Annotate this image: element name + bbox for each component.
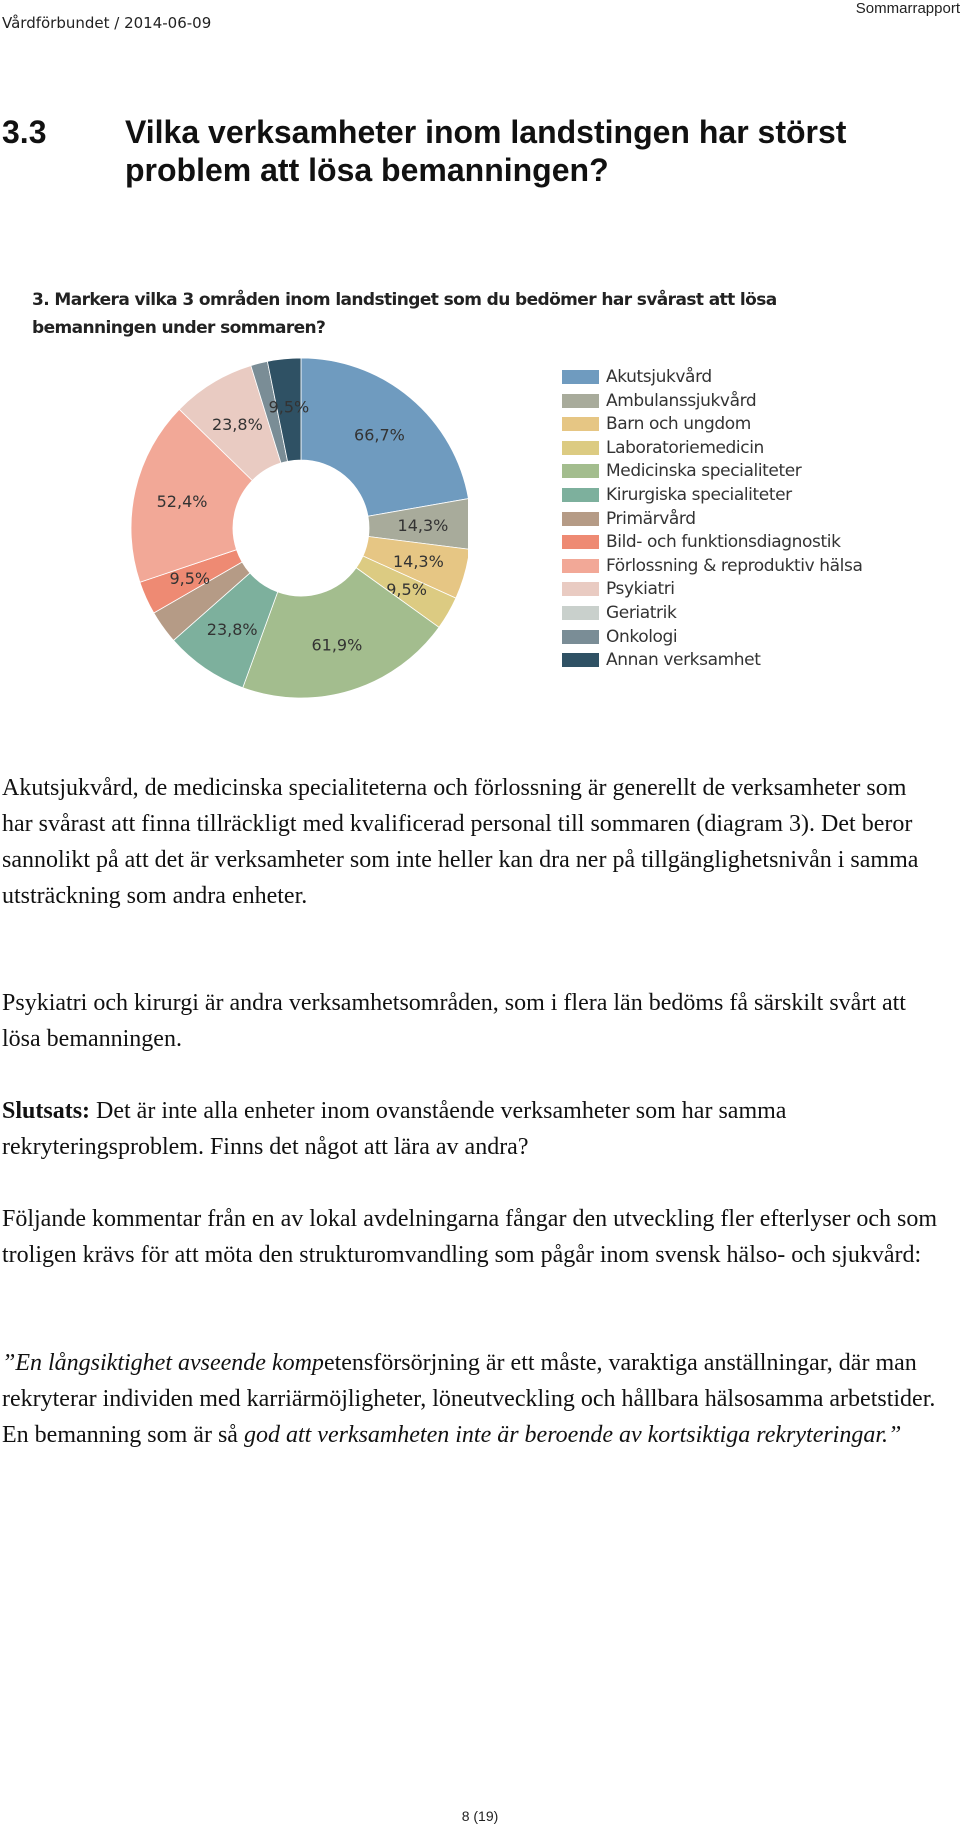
- slice-label-laboratoriemedicin: 9,5%: [386, 580, 427, 600]
- legend-label: Annan verksamhet: [606, 650, 761, 671]
- legend-item-annan-verksamhet: [562, 649, 882, 671]
- slice-label-f-rlossning-reproduktiv-h-lsa: 52,4%: [156, 491, 208, 511]
- legend-label: Bild- och funktionsdiagnostik: [606, 532, 841, 553]
- slice-label-annan-verksamhet: 9,5%: [268, 397, 310, 417]
- legend-swatch: [562, 630, 599, 644]
- legend-item-geriatrik: [562, 602, 882, 624]
- donut-chart-svg: [88, 340, 468, 740]
- slice-label-bild-och-funktionsdiagnostik: 9,5%: [169, 569, 211, 589]
- paragraph-2: Psykiatri och kirurgi är andra verksamhetsområden, som i flera län bedöms få särskilt svårt att lösa bemanningen.: [2, 990, 906, 1052]
- legend-swatch: [562, 394, 599, 408]
- legend-swatch: [562, 606, 599, 620]
- legend-label: Förlossning & reproduktiv hälsa: [606, 555, 863, 576]
- legend-label: Psykiatri: [606, 579, 675, 600]
- paragraph-1: Akutsjukvård, de medicinska specialiteterna och förlossning är generellt de verksamheter som har svårast att finna tillräckligt med kvalificerad personal till sommaren (diagram 3). Det beror sannolikt på att det är verksamheter som inte heller kan dra ner på tillgänglighetsnivån i samma utsträckning som andra enheter.: [2, 775, 919, 909]
- section-number: 3.3: [2, 114, 47, 150]
- quote-paragraph: [2, 1345, 942, 1453]
- slice-label-kirurgiska-specialiteter: 23,8%: [206, 619, 258, 639]
- legend-swatch: [562, 653, 599, 667]
- legend-label: Primärvård: [606, 508, 696, 529]
- slice-label-barn-och-ungdom: 14,3%: [392, 552, 444, 572]
- paragraph-4: Följande kommentar från en av lokal avdelningarna fångar den utveckling fler efterlyser och som troligen krävs för att möta den strukturomvandling som pågår inom svensk hälso- och sjukvård:: [2, 1206, 937, 1268]
- quote-text: etensförsörjning är ett måste, varaktiga anställningar, där man rekryterar individen med karriärmöjligheter, löneutveckling och hållbara hälsosamma arbetstider. En bemanning som är så: [2, 1350, 936, 1448]
- legend-swatch: [562, 559, 599, 573]
- legend-label: Ambulanssjukvård: [606, 390, 757, 411]
- legend-label: Geriatrik: [606, 602, 677, 623]
- legend-item-akutsjukv-rd: [562, 366, 882, 388]
- legend-swatch: [562, 417, 599, 431]
- chart-legend: [562, 366, 882, 673]
- legend-item-bild-och-funktionsdiagnostik: [562, 531, 882, 553]
- quote-italic-start: ”En långsiktighet avseende komp: [2, 1350, 324, 1376]
- slice-label-akutsjukv-rd: 66,7%: [354, 425, 405, 445]
- document-header-right: Sommarrapport: [855, 0, 960, 17]
- legend-item-prim-rv-rd: [562, 508, 882, 530]
- slice-label-medicinska-specialiteter: 61,9%: [311, 635, 363, 655]
- legend-swatch: [562, 370, 599, 384]
- quote-italic-end: god att verksamheten inte är beroende av kortsiktiga rekryteringar.”: [243, 1422, 902, 1448]
- legend-item-kirurgiska-specialiteter: [562, 484, 882, 506]
- legend-swatch: [562, 535, 599, 549]
- paragraph-3: [2, 1093, 942, 1165]
- legend-label: Medicinska specialiteter: [606, 461, 802, 482]
- legend-item-f-rlossning-reproduktiv-h-lsa: [562, 555, 882, 577]
- legend-item-laboratoriemedicin: [562, 437, 882, 459]
- section-title: Vilka verksamheter inom landstingen har störst problem att lösa bemanningen?: [125, 114, 847, 188]
- donut-chart: [28, 280, 878, 710]
- slice-label-ambulanssjukv-rd: 14,3%: [397, 516, 449, 536]
- legend-swatch: [562, 464, 599, 478]
- legend-label: Onkologi: [606, 626, 678, 647]
- legend-label: Akutsjukvård: [606, 367, 712, 387]
- legend-item-ambulanssjukv-rd: [562, 390, 882, 412]
- legend-label: Barn och ungdom: [606, 414, 751, 435]
- legend-item-onkologi: [562, 626, 882, 648]
- legend-item-barn-och-ungdom: [562, 413, 882, 435]
- conclusion-label: Slutsats:: [2, 1098, 91, 1124]
- page-number: 8 (19): [461, 1808, 499, 1824]
- document-header-left: Vårdförbundet / 2014-06-09: [2, 14, 212, 32]
- legend-label: Kirurgiska specialiteter: [606, 484, 792, 505]
- legend-item-psykiatri: [562, 578, 882, 600]
- legend-swatch: [562, 512, 599, 526]
- chart-title: 3. Markera vilka 3 områden inom landstinget som du bedömer har svårast att lösa bemanningen under sommaren?: [32, 290, 777, 338]
- legend-swatch: [562, 488, 599, 502]
- legend-swatch: [562, 441, 599, 455]
- legend-swatch: [562, 582, 599, 596]
- conclusion-text: Det är inte alla enheter inom ovanstående verksamheter som har samma rekryteringsproblem. Finns det något att lära av andra?: [2, 1098, 787, 1160]
- legend-label: Laboratoriemedicin: [606, 437, 764, 458]
- legend-item-medicinska-specialiteter: [562, 460, 882, 482]
- slice-label-psykiatri: 23,8%: [211, 414, 263, 434]
